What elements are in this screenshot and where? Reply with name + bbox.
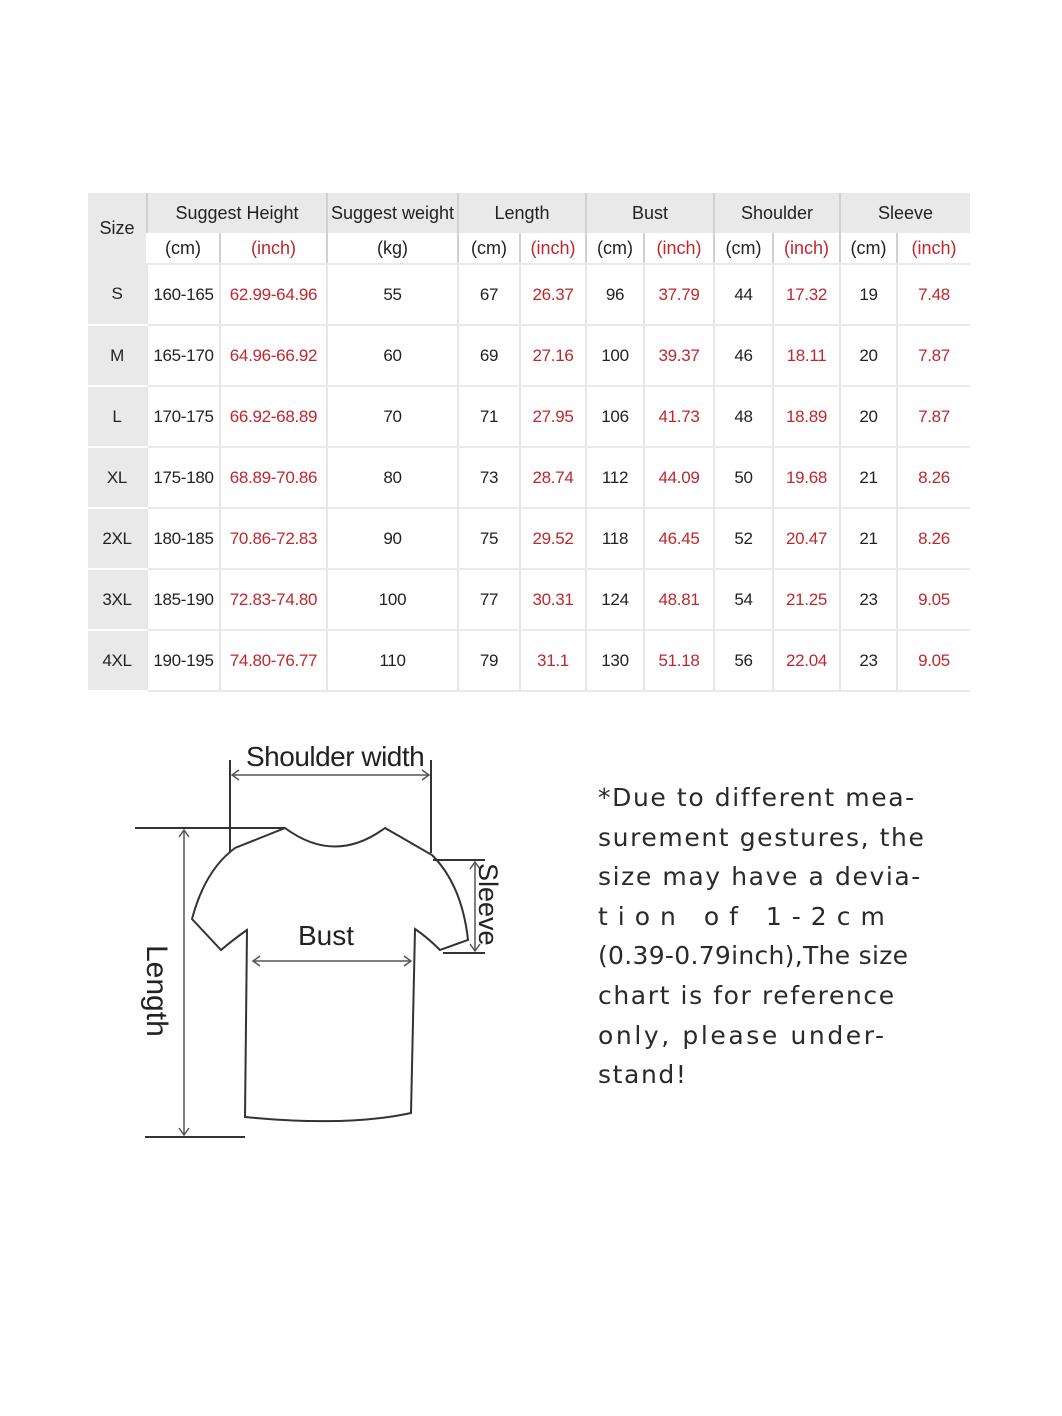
table-row [88, 630, 970, 691]
shoulder-cm-cell: 44 [714, 264, 773, 325]
length-inch-cell: 27.95 [520, 386, 586, 447]
bust-inch-cell: 41.73 [644, 386, 714, 447]
shoulder-cm-cell: 46 [714, 325, 773, 386]
size-chart-table [88, 193, 970, 692]
table-row [88, 386, 970, 447]
size-cell: XL [88, 447, 147, 508]
sleeve-inch-cell: 8.26 [897, 508, 970, 569]
height-cm-cell: 175-180 [147, 447, 220, 508]
tshirt-measurement-diagram [135, 725, 545, 1155]
weight-kg-cell: 70 [327, 386, 458, 447]
size-cell: 3XL [88, 569, 147, 630]
height-cm-cell: 170-175 [147, 386, 220, 447]
length-inch-cell: 31.1 [520, 630, 586, 691]
bust-inch-cell: 51.18 [644, 630, 714, 691]
length-inch-cell: 28.74 [520, 447, 586, 508]
note-line: surement gestures, the [598, 822, 926, 852]
weight-kg-cell: 55 [327, 264, 458, 325]
header-sleeve: Sleeve [840, 193, 970, 233]
length-label: Length [140, 945, 173, 1037]
unit-cm: (cm) [458, 233, 520, 264]
height-inch-cell: 62.99-64.96 [220, 264, 327, 325]
height-inch-cell: 64.96-66.92 [220, 325, 327, 386]
sleeve-inch-cell: 7.87 [897, 325, 970, 386]
bust-cm-cell: 112 [586, 447, 644, 508]
length-inch-cell: 26.37 [520, 264, 586, 325]
length-cm-cell: 79 [458, 630, 520, 691]
height-inch-cell: 68.89-70.86 [220, 447, 327, 508]
unit-cm: (cm) [714, 233, 773, 264]
note-line: *Due to different mea- [598, 783, 916, 812]
header-length: Length [458, 193, 586, 233]
unit-inch: (inch) [520, 233, 586, 264]
unit-cm: (cm) [586, 233, 644, 264]
weight-kg-cell: 100 [327, 569, 458, 630]
size-deviation-note [598, 778, 928, 1095]
sleeve-cm-cell: 21 [840, 447, 897, 508]
height-cm-cell: 190-195 [147, 630, 220, 691]
bust-inch-cell: 39.37 [644, 325, 714, 386]
sleeve-inch-cell: 9.05 [897, 630, 970, 691]
shoulder-inch-cell: 18.11 [773, 325, 840, 386]
size-cell: S [88, 264, 147, 325]
bust-cm-cell: 118 [586, 508, 644, 569]
table-row [88, 508, 970, 569]
bust-cm-cell: 100 [586, 325, 644, 386]
sleeve-cm-cell: 23 [840, 569, 897, 630]
header-row-units [88, 233, 970, 264]
table-row [88, 447, 970, 508]
weight-kg-cell: 80 [327, 447, 458, 508]
shoulder-inch-cell: 18.89 [773, 386, 840, 447]
unit-inch: (inch) [773, 233, 840, 264]
sleeve-inch-cell: 9.05 [897, 569, 970, 630]
length-cm-cell: 67 [458, 264, 520, 325]
header-row-groups [88, 193, 970, 233]
note-line: chart is for reference [598, 980, 896, 1010]
shoulder-cm-cell: 52 [714, 508, 773, 569]
height-cm-cell: 180-185 [147, 508, 220, 569]
bust-inch-cell: 44.09 [644, 447, 714, 508]
length-cm-cell: 73 [458, 447, 520, 508]
length-cm-cell: 71 [458, 386, 520, 447]
shoulder-width-label: Shoulder width [246, 741, 425, 772]
size-cell: 4XL [88, 630, 147, 691]
size-cell: 2XL [88, 508, 147, 569]
table-row [88, 325, 970, 386]
shoulder-cm-cell: 56 [714, 630, 773, 691]
table-row [88, 264, 970, 325]
size-cell: L [88, 386, 147, 447]
sleeve-cm-cell: 20 [840, 325, 897, 386]
length-cm-cell: 69 [458, 325, 520, 386]
shoulder-cm-cell: 54 [714, 569, 773, 630]
shoulder-inch-cell: 22.04 [773, 630, 840, 691]
sleeve-inch-cell: 7.87 [897, 386, 970, 447]
length-inch-cell: 29.52 [520, 508, 586, 569]
bust-cm-cell: 106 [586, 386, 644, 447]
bust-inch-cell: 37.79 [644, 264, 714, 325]
bust-label: Bust [298, 920, 355, 951]
size-header: Size [88, 193, 147, 264]
sleeve-cm-cell: 19 [840, 264, 897, 325]
shoulder-inch-cell: 20.47 [773, 508, 840, 569]
shoulder-inch-cell: 19.68 [773, 447, 840, 508]
unit-kg: (kg) [327, 233, 458, 264]
shoulder-inch-cell: 21.25 [773, 569, 840, 630]
shoulder-cm-cell: 48 [714, 386, 773, 447]
note-line: stand! [598, 1060, 688, 1090]
weight-kg-cell: 110 [327, 630, 458, 691]
unit-inch: (inch) [897, 233, 970, 264]
height-cm-cell: 160-165 [147, 264, 220, 325]
size-cell: M [88, 325, 147, 386]
note-line: tion of 1-2cm [598, 901, 895, 931]
table-row [88, 569, 970, 630]
header-bust: Bust [586, 193, 714, 233]
header-suggest-weight: Suggest weight [327, 193, 458, 233]
unit-inch: (inch) [220, 233, 327, 264]
height-inch-cell: 72.83-74.80 [220, 569, 327, 630]
bust-inch-cell: 48.81 [644, 569, 714, 630]
unit-cm: (cm) [147, 233, 220, 264]
weight-kg-cell: 60 [327, 325, 458, 386]
sleeve-inch-cell: 8.26 [897, 447, 970, 508]
length-inch-cell: 30.31 [520, 569, 586, 630]
bust-cm-cell: 124 [586, 569, 644, 630]
height-inch-cell: 70.86-72.83 [220, 508, 327, 569]
length-cm-cell: 75 [458, 508, 520, 569]
bust-cm-cell: 96 [586, 264, 644, 325]
sleeve-inch-cell: 7.48 [897, 264, 970, 325]
bust-inch-cell: 46.45 [644, 508, 714, 569]
sleeve-cm-cell: 23 [840, 630, 897, 691]
note-line: only, please under- [598, 1020, 887, 1050]
weight-kg-cell: 90 [327, 508, 458, 569]
header-suggest-height: Suggest Height [147, 193, 327, 233]
height-cm-cell: 185-190 [147, 569, 220, 630]
height-inch-cell: 74.80-76.77 [220, 630, 327, 691]
sleeve-cm-cell: 21 [840, 508, 897, 569]
length-cm-cell: 77 [458, 569, 520, 630]
header-shoulder: Shoulder [714, 193, 840, 233]
unit-inch: (inch) [644, 233, 714, 264]
height-inch-cell: 66.92-68.89 [220, 386, 327, 447]
sleeve-cm-cell: 20 [840, 386, 897, 447]
height-cm-cell: 165-170 [147, 325, 220, 386]
shoulder-cm-cell: 50 [714, 447, 773, 508]
note-line: (0.39-0.79inch),The size [598, 941, 909, 971]
bust-cm-cell: 130 [586, 630, 644, 691]
sleeve-label: Sleeve [473, 863, 503, 946]
length-inch-cell: 27.16 [520, 325, 586, 386]
unit-cm: (cm) [840, 233, 897, 264]
note-line: size may have a devia- [598, 862, 922, 892]
shoulder-inch-cell: 17.32 [773, 264, 840, 325]
